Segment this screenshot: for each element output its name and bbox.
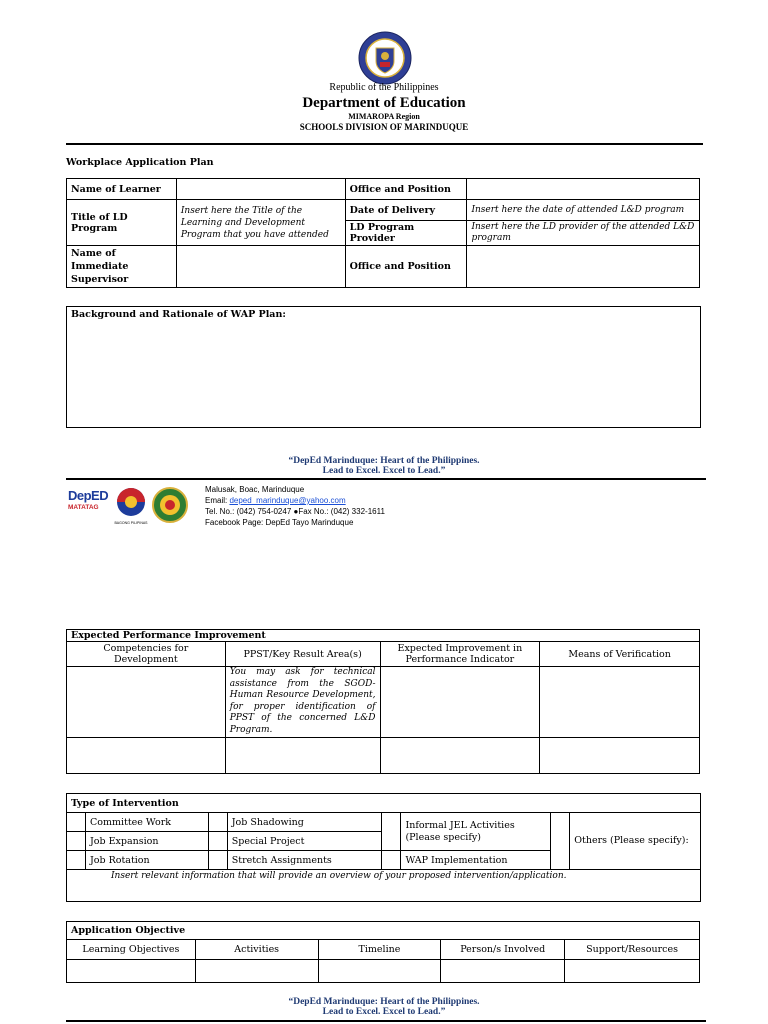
obj-header-timeline: Timeline (318, 940, 441, 960)
option-job-expansion: Job Expansion (85, 832, 208, 851)
checkbox-job-expansion[interactable] (67, 832, 86, 851)
office-position-label-2: Office and Position (345, 246, 467, 288)
obj-header-learning: Learning Objectives (67, 940, 196, 960)
perf-header-ppst: PPST/Key Result Area(s) (225, 642, 380, 667)
form-title: Workplace Application Plan (66, 157, 214, 168)
perf-cell-expected-1[interactable] (380, 667, 540, 738)
background-rationale-label: Background and Rationale of WAP Plan: (71, 309, 286, 320)
date-delivery-label: Date of Delivery (345, 200, 467, 221)
perf-note-cell[interactable]: You may ask for technical assistance from the SGOD- Human Resource Development, for proper identification of PPST of the concerned L&D Program. (225, 667, 380, 738)
date-delivery-field[interactable]: Insert here the date of attended L&D program (467, 200, 700, 221)
footer-quote-2-line2: Lead to Excel. Excel to Lead.” (322, 1007, 446, 1017)
option-job-rotation: Job Rotation (85, 851, 208, 870)
perf-header-expected: Expected Improvement in Performance Indicator (380, 642, 540, 667)
checkbox-job-rotation[interactable] (67, 851, 86, 870)
performance-table (66, 629, 700, 774)
obj-header-persons: Person/s Involved (441, 940, 565, 960)
obj-header-activities: Activities (195, 940, 318, 960)
perf-cell-competencies-2[interactable] (67, 738, 226, 774)
perf-cell-ppst-2[interactable] (225, 738, 380, 774)
perf-cell-competencies-1[interactable] (67, 667, 226, 738)
tel-fax-text: Tel. No.: (042) 754-0247 ●Fax No.: (042) 332-1611 (205, 507, 385, 516)
header-rule (66, 143, 703, 145)
deped-matatag-logo (68, 488, 108, 524)
obj-cell-persons[interactable] (441, 960, 565, 983)
bagong-pilipinas-text: BAGONG PILIPINAS (114, 521, 148, 525)
intervention-table (66, 793, 701, 902)
checkbox-committee-work[interactable] (67, 813, 86, 832)
footer-rule (66, 478, 706, 480)
office-position-label: Office and Position (345, 179, 467, 200)
background-rationale-box[interactable] (66, 306, 701, 428)
supervisor-field[interactable] (176, 246, 345, 288)
checkbox-others[interactable] (551, 813, 570, 870)
facebook-text: Facebook Page: DepEd Tayo Marinduque (205, 518, 354, 527)
obj-cell-timeline[interactable] (318, 960, 441, 983)
checkbox-informal-jel[interactable] (382, 813, 401, 851)
option-informal-jel: Informal JEL Activities (Please specify) (401, 813, 551, 851)
option-committee-work: Committee Work (85, 813, 208, 832)
checkbox-wap-implementation[interactable] (382, 851, 401, 870)
option-wap-implementation: WAP Implementation (401, 851, 551, 870)
checkbox-stretch-assignments[interactable] (208, 851, 227, 870)
footer-quote-2 (234, 997, 534, 1017)
option-job-shadowing: Job Shadowing (227, 813, 382, 832)
email-link[interactable]: deped_marinduque@yahoo.com (229, 496, 346, 505)
intervention-note[interactable]: Insert relevant information that will provide an overview of your proposed intervention/application. (67, 870, 701, 902)
perf-header-means: Means of Verification (540, 642, 700, 667)
division-text: SCHOOLS DIVISION OF MARINDUQUE (299, 122, 469, 132)
footer-quote-2-line1: “DepEd Marinduque: Heart of the Philippines. (288, 997, 480, 1007)
option-others: Others (Please specify): (570, 813, 701, 870)
title-ld-field[interactable]: Insert here the Title of the Learning and Development Program that you have attended (176, 200, 345, 246)
bagong-pilipinas-logo-icon (114, 487, 148, 523)
option-special-project: Special Project (227, 832, 382, 851)
intervention-title: Type of Intervention (67, 794, 701, 813)
name-of-learner-field[interactable] (176, 179, 345, 200)
region-text: MIMAROPA Region (348, 112, 420, 121)
provider-field[interactable]: Insert here the LD provider of the attended L&D program (467, 221, 700, 246)
deped-logo-text: DepED (68, 488, 109, 503)
matatag-logo-text: MATATAG (68, 504, 99, 511)
obj-header-support: Support/Resources (565, 940, 700, 960)
supervisor-label: Name of Immediate Supervisor (67, 246, 177, 288)
perf-cell-expected-2[interactable] (380, 738, 540, 774)
republic-text: Republic of the Philippines (329, 82, 439, 93)
footer-rule-2 (66, 1020, 706, 1022)
option-stretch-assignments: Stretch Assignments (227, 851, 382, 870)
obj-cell-activities[interactable] (195, 960, 318, 983)
provider-label: LD Program Provider (345, 221, 467, 246)
objective-table (66, 921, 700, 983)
objective-title: Application Objective (67, 922, 700, 940)
perf-cell-means-1[interactable] (540, 667, 700, 738)
footer-quote (234, 456, 534, 476)
email-label: Email: (205, 496, 230, 505)
name-of-learner-label: Name of Learner (67, 179, 177, 200)
department-title: Department of Education (302, 95, 466, 111)
email-line (205, 495, 505, 506)
office-position-field[interactable] (467, 179, 700, 200)
performance-title: Expected Performance Improvement (67, 630, 700, 642)
footer-quote-line2: Lead to Excel. Excel to Lead.” (322, 466, 446, 476)
deped-seal-icon (358, 31, 412, 85)
learner-info-table (66, 178, 700, 288)
perf-cell-means-2[interactable] (540, 738, 700, 774)
division-seal-icon (152, 487, 188, 523)
obj-cell-support[interactable] (565, 960, 700, 983)
office-position-field-2[interactable] (467, 246, 700, 288)
address-text: Malusak, Boac, Marinduque (205, 485, 305, 494)
title-ld-label: Title of LD Program (67, 200, 177, 246)
contact-info (205, 484, 505, 528)
checkbox-job-shadowing[interactable] (208, 813, 227, 832)
footer-quote-line1: “DepEd Marinduque: Heart of the Philippines. (288, 456, 480, 466)
perf-header-competencies: Competencies for Development (67, 642, 226, 667)
obj-cell-learning[interactable] (67, 960, 196, 983)
checkbox-special-project[interactable] (208, 832, 227, 851)
